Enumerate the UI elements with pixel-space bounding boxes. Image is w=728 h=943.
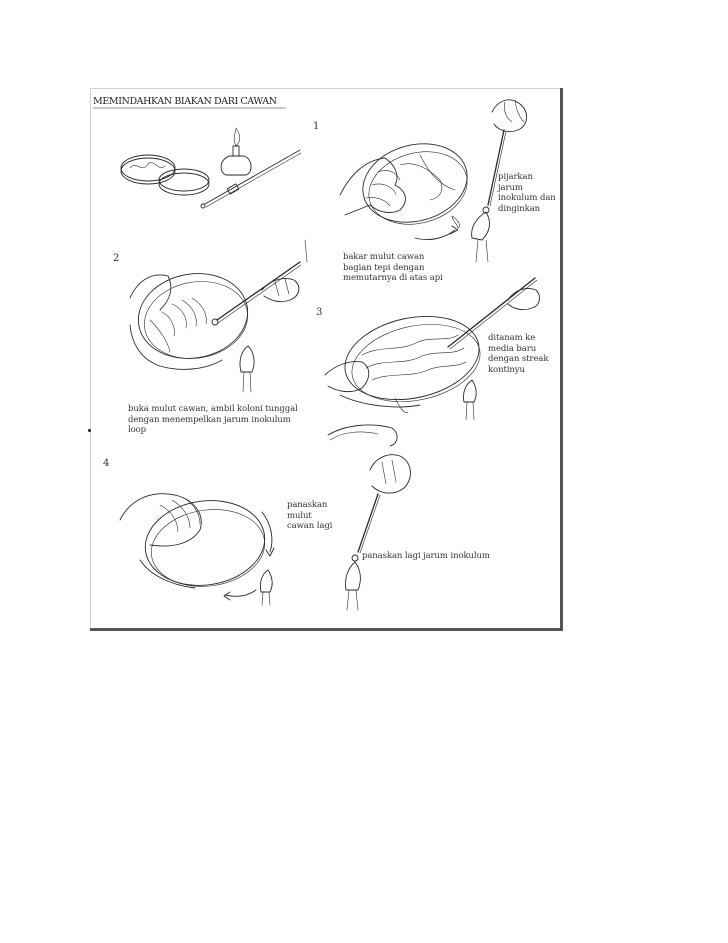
label-line: mulut [287,510,312,521]
label-line: dengan streak [488,354,549,364]
label-line: bagian tepi dengan [343,262,425,273]
label-line: pijarkan [498,172,533,182]
step-number-3: 3 [316,307,323,318]
step2-hand-opening-dish [130,240,307,392]
step4-hand-heating-loop [328,425,410,610]
step1-hand-rotating-dish [340,133,476,240]
diagram-title: MEMINDAHKAN BIAKAN DARI CAWAN [93,96,277,107]
label-line: inokulum dan [498,193,556,203]
label-line: jarum [498,182,523,193]
label-line: dengan menempelkan jarum inokulum [128,414,291,425]
label-line: panaskan [287,500,328,510]
step1-petri-dish-with-culture [121,155,175,184]
label-line: memutarnya di atas api [343,273,443,283]
label-line: ditanam ke [488,333,536,343]
label-line: media baru [488,343,537,354]
label-line: bakar mulut cawan [343,252,425,262]
label-line: buka mulut cawan, ambil koloni tunggal [128,404,298,414]
step-number-2: 2 [113,253,120,264]
step4-hand-heating-dish-mouth [120,493,274,605]
label-line: dinginkan [498,203,541,214]
step3-streaking-plate [325,278,539,420]
step1-hand-heating-loop [472,100,527,262]
label-panaskan-jarum: panaskan lagi jarum inokulum [362,551,490,561]
label-line: cawan lagi [287,521,333,531]
bunsen-burner-icon [221,128,251,175]
step-number-4: 4 [103,458,110,469]
step-number-1: 1 [313,121,320,132]
step1-petri-dish-lid [159,169,209,195]
label-line: loop [128,425,146,435]
label-line: kontinyu [488,364,525,375]
inoculating-loop-icon [201,150,301,208]
